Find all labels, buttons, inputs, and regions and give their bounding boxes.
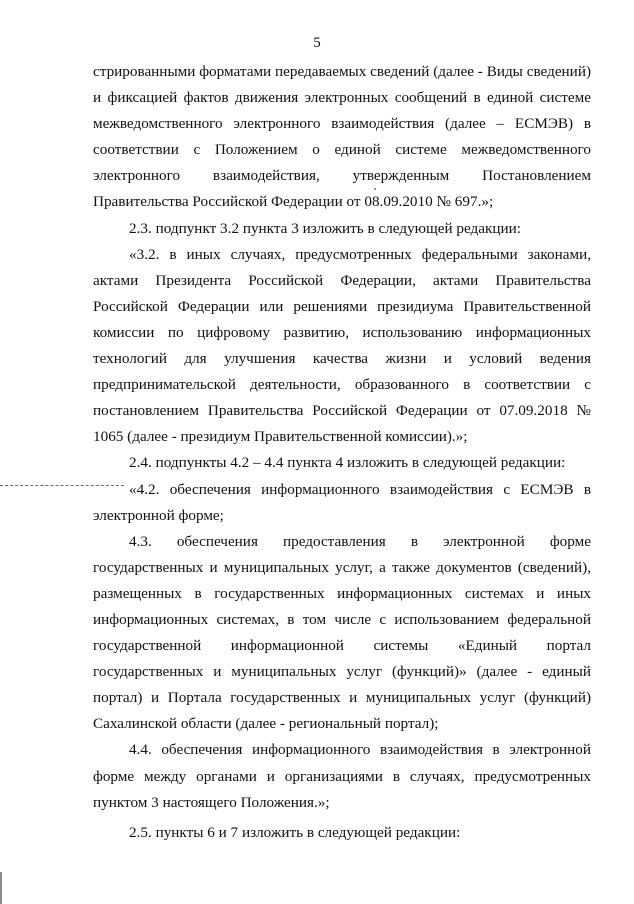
paragraph-subitem-3-2: «3.2. в иных случаях, предусмотренных федеральными законами, актами Президента Российской Федерации, актами Правительства Российской Федерации или решениями президиума Правительственной комиссии по цифровому развитию, использованию информационных технологий для улучшения качества жизни и условий ведения предпринимательской деятельности, образованного в соответствии с постановлением Правительства Российской Федерации от 07.09.2018 № 1065 (далее - президиум Правительственной комиссии).»; [93,245,591,446]
scan-edge-mark [0,872,2,904]
paragraph-item-2-3: 2.3. подпункт 3.2 пункта 3 изложить в следующей редакции: [129,219,521,237]
paragraph-subitem-4-2: «4.2. обеспечения информационного взаимодействия с ЕСМЭВ в электронной форме; [93,480,591,524]
paragraph-subitem-4-4: 4.4. обеспечения информационного взаимодействия в электронной форме между органами и организациями в случаях, предусмотренных пунктом 3 настоящего Положения.»; [93,741,591,811]
document-body [93,59,591,846]
page-number: 5 [313,35,321,51]
paragraph-item-2-5: 2.5. пункты 6 и 7 изложить в следующей редакции: [129,823,461,841]
paragraph-subitem-4-3: 4.3. обеспечения предоставления в электронной форме государственных и муниципальных услуг, а также документов (сведений), размещенных в государственных информационных системах и иных информационных системах, в том числе с использованием федеральной государственной информационной системы «Единый портал государственных и муниципальных услуг (функций)» (далее - единый портал) и Портала государственных и муниципальных услуг (функций) Сахалинской области (далее - региональный портал); [93,532,591,733]
paragraph-continuation: стрированными форматами передаваемых сведений (далее - Виды сведений) и фиксацией фактов движения электронных сообщений в единой системе межведомственного электронного взаимодействия (далее – ЕСМЭВ) в соответствии с Положением о единой системе межведомственного электронного взаимодействия, утвержденным Постановлением Правительства Российской Федерации от 08.09.2010 № 697.»; [93,63,591,211]
paragraph-item-2-4: 2.4. подпункты 4.2 – 4.4 пункта 4 изложить в следующей редакции: [129,454,566,472]
